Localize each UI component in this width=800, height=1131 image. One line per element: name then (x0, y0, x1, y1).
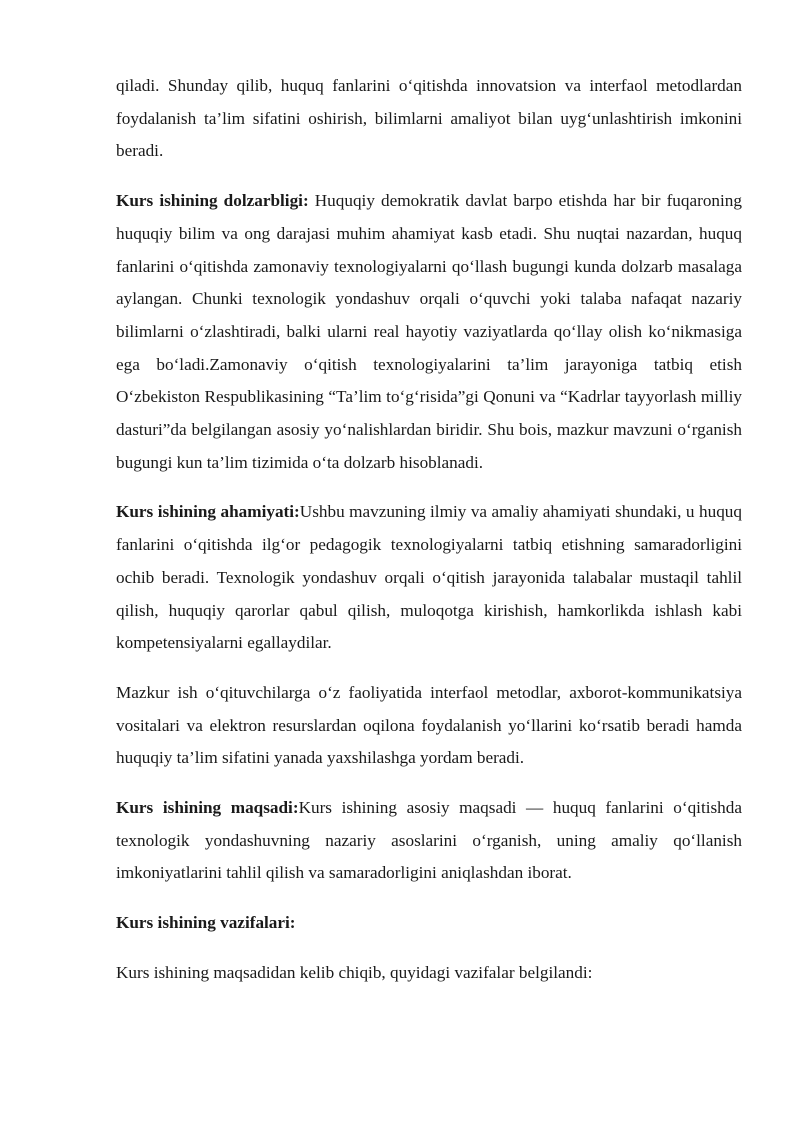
practical-value-text: Mazkur ish oʻqituvchilarga oʻz faoliyatida interfaol metodlar, axborot-kommunikatsiya vositalari va elektron resurslardan oqilona foydalanish yoʻllarini koʻrsatib beradi hamda huquqiy ta’lim sifatini yanada yaxshilashga yordam beradi. (116, 682, 742, 768)
paragraph-importance (116, 496, 742, 660)
paragraph-practical-value (116, 677, 742, 775)
paragraph-goal (116, 792, 742, 890)
paragraph-relevance (116, 185, 742, 479)
document-page (116, 70, 742, 990)
goal-text: Kurs ishining asosiy maqsadi — huquq fanlarini oʻqitishda texnologik yondashuvning nazariy asoslarini oʻrganish, uning amaliy qoʻllanish imkoniyatlarini tahlil qilish va samaradorligini aniqlashdan iborat. (116, 798, 742, 883)
paragraph-tasks-heading (116, 907, 742, 940)
relevance-heading: Kurs ishining dolzarbligi: (116, 191, 309, 211)
importance-heading: Kurs ishining ahamiyati: (116, 502, 300, 522)
goal-heading: Kurs ishining maqsadi: (116, 798, 299, 818)
paragraph-text: qiladi. Shunday qilib, huquq fanlarini oʻqitishda innovatsion va interfaol metodlardan foydalanish ta’lim sifatini oshirish, bilimlarni amaliyot bilan uygʻunlashtirish imkonini beradi. (116, 76, 742, 161)
paragraph-conclusion-fragment (116, 70, 742, 168)
importance-text: Ushbu mavzuning ilmiy va amaliy ahamiyati shundaki, u huquq fanlarini oʻqitishda ilgʻor pedagogik texnologiyalarni tatbiq etishning samaradorligini ochib beradi. Texnologik yondashuv orqali oʻqitish jarayonida talabalar mustaqil tahlil qilish, huquqiy qarorlar qabul qilish, muloqotga kirishish, hamkorlikda ishlash kabi kompetensiyalarni egallaydilar. (116, 502, 742, 653)
paragraph-tasks-intro (116, 957, 742, 990)
relevance-text: Huquqiy demokratik davlat barpo etishda har bir fuqaroning huquqiy bilim va ong darajasi muhim ahamiyat kasb etadi. Shu nuqtai nazardan, huquq fanlarini oʻqitishda zamonaviy texnologiyalarni qoʻllash bugungi kunda dolzarb masalaga aylangan. Chunki texnologik yondashuv orqali oʻquvchi yoki talaba nafaqat nazariy bilimlarni oʻzlashtiradi, balki ularni real hayotiy vaziyatlarda qoʻllay olish koʻnikmasiga ega boʻladi.Zamonaviy oʻqitish texnologiyalarini ta’lim jarayoniga tatbiq etish Oʻzbekiston Respublikasining “Ta’lim toʻgʻrisida”gi Qonuni va “Kadrlar tayyorlash milliy dasturi”da belgilangan asosiy yoʻnalishlardan biridir. Shu bois, mazkur mavzuni oʻrganish bugungi kun ta’lim tizimida oʻta dolzarb hisoblanadi. (116, 191, 742, 472)
tasks-intro-text: Kurs ishining maqsadidan kelib chiqib, quyidagi vazifalar belgilandi: (116, 962, 593, 982)
tasks-heading: Kurs ishining vazifalari: (116, 913, 296, 933)
